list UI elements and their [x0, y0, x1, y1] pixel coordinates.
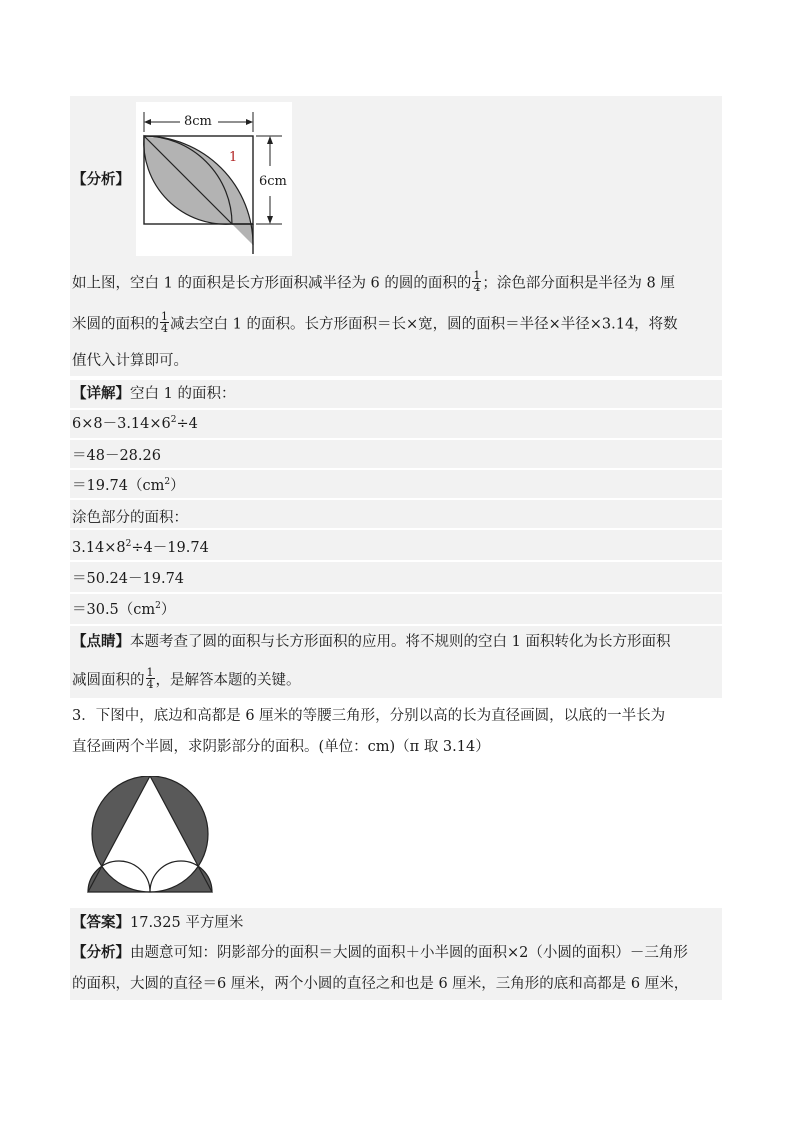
- question-3-line-2: 直径画两个半圆，求阴影部分的面积。(单位：cm)（π 取 3.14）: [72, 739, 490, 755]
- detail-step-5: ＝50.24－19.74: [72, 571, 185, 587]
- detail-band-3: [70, 440, 722, 468]
- detail-step-6: $=30.5(cm^2)$: [72, 601, 176, 618]
- question-3-line-1: 3．下图中，底边和高都是 6 厘米的等腰三角形，分别以高的长为直径画圆，以底的一半长为: [72, 708, 666, 724]
- detail-step-4: $3.14\times 8^2\div 4-19.74$: [72, 539, 209, 556]
- analysis-line-3: 值代入计算即可。: [72, 353, 188, 369]
- detail-step-3: $=19.74(cm^2)$: [72, 477, 185, 494]
- detail-heading: 【详解】空白 1 的面积：: [72, 385, 236, 402]
- answer-line: 【答案】17.325 平方厘米: [72, 914, 244, 931]
- analysis2-line-2: 的面积，大圆的直径＝6 厘米，两个小圆的直径之和也是 6 厘米，三角形的底和高都是 6 厘米，: [72, 976, 689, 992]
- comment-line-1: 【点睛】本题考查了圆的面积与长方形面积的应用。将不规则的空白 1 面积转化为长方形面积: [72, 633, 671, 650]
- detail-step-2: ＝48－28.26: [72, 448, 161, 464]
- analysis-line-1: 如上图，空白 1 的面积是长方形面积减半径为 6 的圆的面积的 $\frac{1}{4}$ ；涂色部分面积是半径为 8 厘: [72, 269, 675, 294]
- analysis2-line-1: 【分析】由题意可知：阴影部分的面积＝大圆的面积＋小半圆的面积×2（小圆的面积）－三角形: [72, 944, 688, 961]
- fraction-quarter: $\frac{1}{4}$: [146, 666, 154, 691]
- width-label: 8cm: [184, 114, 212, 129]
- height-label: 6cm: [259, 172, 287, 192]
- detail-heading-2: 涂色部分的面积：: [72, 510, 188, 526]
- analysis-line-2: 米圆的面积的 $\frac{1}{4}$ 减去空白 1 的面积。长方形面积＝长×宽，圆的面积＝半径×半径×3.14，将数: [72, 310, 678, 335]
- triangle-circle-figure: [84, 776, 216, 896]
- comment-line-2: 减圆面积的 $\frac{1}{4}$ ，是解答本题的关键。: [72, 666, 301, 691]
- fraction-quarter: $\frac{1}{4}$: [161, 310, 168, 335]
- analysis-label: 【分析】: [72, 171, 130, 188]
- fraction-quarter: $\frac{1}{4}$: [473, 269, 481, 294]
- region-label: 1: [229, 150, 238, 165]
- detail-step-1: $6\times 8-3.14\times 6^2\div 4$: [72, 415, 198, 432]
